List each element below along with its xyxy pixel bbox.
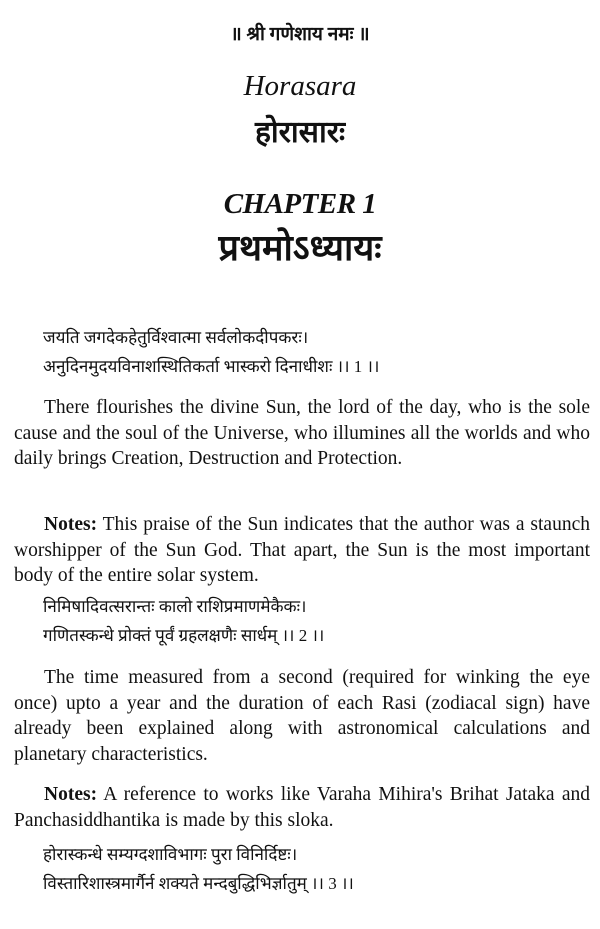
notes-label: Notes: [44, 784, 98, 805]
verse-line: जयति जगदेकहेतुर्विश्वात्मा सर्वलोकदीपकरः। [43, 328, 309, 347]
verse-line: अनुदिनमुदयविनाशस्थितिकर्ता भास्करो दिनाधीशः ।। 1 ।। [43, 357, 380, 376]
invocation: ॥ श्री गणेशाय नमः ॥ [230, 24, 370, 45]
chapter-heading-english: CHAPTER 1 [223, 188, 377, 220]
book-title-sanskrit: होरासारः [254, 116, 346, 149]
verse-line: निमिषादिवत्सरान्तः कालो राशिप्रमाणमेकैकः। [43, 597, 307, 616]
verse-line: गणितस्कन्धे प्रोक्तं पूर्वं ग्रहलक्षणैः सार्धम् ।। 2 ।। [43, 626, 325, 645]
translation-1: There flourishes the divine Sun, the lord of the day, who is the sole cause and the soul of the Universe, who illumines all the worlds and who daily brings Creation, Destruction and Protection. [14, 397, 590, 470]
notes-text: A reference to works like Varaha Mihira's Brihat Jataka and Panchasiddhantika is made by this sloka. [14, 784, 590, 831]
translation-2: The time measured from a second (required for winking the eye once) upto a year and the duration of each Rasi (zodiacal sign) have already been explained along with astronomical calculations and planetary characteristics. [14, 667, 590, 765]
verse-3 [43, 840, 354, 898]
notes-1 [14, 512, 590, 589]
verse-line: होरास्कन्धे सम्यग्दशाविभागः पुरा विनिर्दिष्टः। [43, 845, 298, 864]
verse-1 [43, 323, 379, 381]
notes-2 [14, 782, 590, 833]
verse-line: विस्तारिशास्त्रमार्गैर्न शक्यते मन्दबुद्धिभिर्ज्ञातुम् ।। 3 ।। [43, 874, 354, 893]
notes-label: Notes: [44, 514, 98, 535]
chapter-heading-sanskrit: प्रथमोऽध्यायः [218, 228, 382, 268]
verse-2 [43, 592, 324, 650]
book-title-english: Horasara [243, 70, 357, 102]
notes-text: This praise of the Sun indicates that the author was a staunch worshipper of the Sun God. That apart, the Sun is the most important body of the entire solar system. [14, 514, 590, 587]
